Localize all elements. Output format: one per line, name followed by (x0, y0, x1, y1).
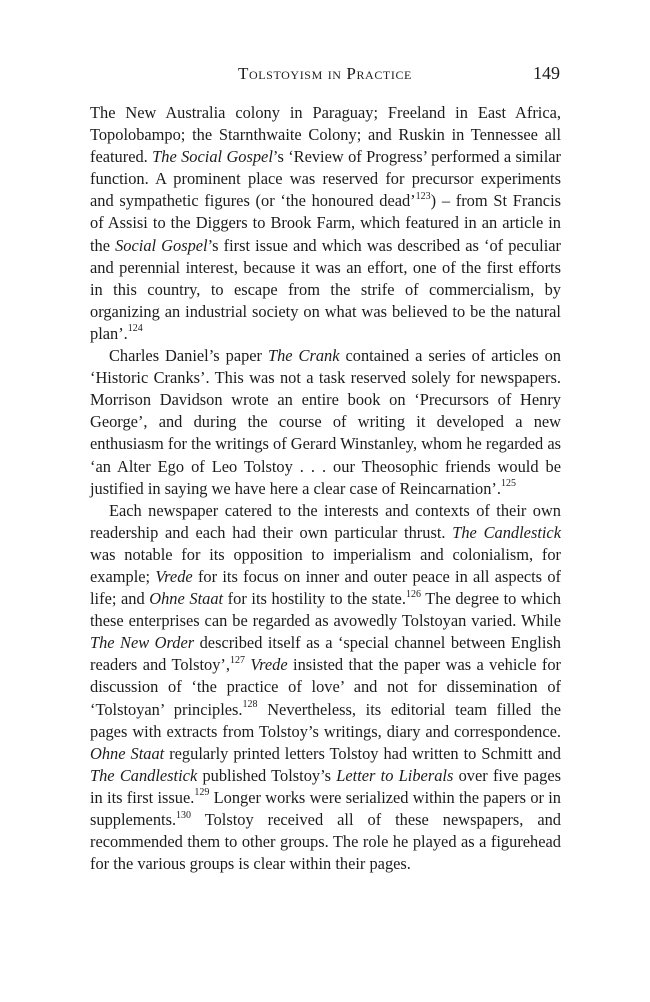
footnote-ref: 127 (229, 654, 245, 666)
paragraph (90, 345, 561, 500)
footnote-ref: 125 (500, 478, 516, 490)
italic-title: The Crank (267, 346, 340, 366)
italic-title: The Candlestick (452, 522, 561, 542)
text-run: ) – from St Francis of Assisi to the Diggers to Brook Farm, which featured in an article in the (90, 191, 562, 255)
italic-title: Vrede (155, 566, 193, 586)
italic-title: The Social Gospel (152, 147, 273, 167)
italic-title: Ohne Staat (90, 743, 165, 763)
text-run: published Tolstoy’s (197, 765, 337, 785)
italic-title: The New Order (90, 633, 195, 653)
text-run: Charles Daniel’s paper (109, 346, 268, 366)
text-run: ’s ‘Review of Progress’ performed a similar function. A prominent place was reserved for precursor experiments and sympathetic figures (or ‘the honoured dead’ (90, 147, 561, 211)
italic-title: Ohne Staat (149, 589, 224, 609)
text-run: Longer works were serialized within the papers or in supplements. (90, 787, 561, 829)
text-run: regularly printed letters Tolstoy had written to Schmitt and (164, 743, 561, 763)
text-run: ’s first issue and which was described as ‘of peculiar and perennial interest, because it was an effort, one of the first efforts in this country, to escape from the strife of commercialism, by organizing an industrial society on what was believed to be the natural plan’. (90, 235, 561, 343)
paragraph (90, 102, 561, 345)
text-run: over five pages in its first issue. (90, 765, 561, 807)
text-run: insisted that the paper was a vehicle for discussion of ‘the practice of love’ and not for dissemination of ‘Tolstoyan’ principles. (90, 655, 561, 719)
text-run: Each newspaper catered to the interests and contexts of their own readership and each had their own particular thrust. (90, 500, 561, 542)
footnote-ref: 129 (194, 787, 210, 799)
footnote-ref: 123 (415, 190, 431, 202)
italic-title: The Candlestick (90, 765, 198, 785)
text-run: for its hostility to the state. (223, 589, 406, 609)
text-run: described itself as a ‘special channel between English readers and Tolstoy’, (90, 633, 561, 675)
italic-title: Vrede (250, 655, 288, 675)
text-run: The New Australia colony in Paraguay; Freeland in East Africa, Topolobampo; the Starnthwaite Colony; and Ruskin in Tennessee all featured. (90, 103, 561, 167)
italic-title: Social Gospel (115, 235, 208, 255)
running-head (90, 64, 560, 90)
footnote-ref: 128 (242, 699, 258, 711)
body-text (90, 102, 561, 875)
text-run: Tolstoy received all of these newspapers, and recommended them to other groups. The role he played as a figurehead for the various groups is clear within their pages. (90, 810, 561, 874)
footnote-ref: 126 (405, 588, 421, 600)
page-number: 149 (533, 63, 560, 83)
running-title: Tolstoyism in Practice (238, 64, 412, 83)
text-run: Nevertheless, its editorial team filled the pages with extracts from Tolstoy’s writings, diary and correspondence. (90, 699, 561, 741)
text-run: contained a series of articles on ‘Historic Cranks’. This was not a task reserved solely for newspapers. Morrison Davidson wrote an entire book on ‘Precursors of Henry George’, and during the course of writing it developed a new enthusiasm for the writings of Gerard Winstanley, whom he regarded as ‘an Alter Ego of Leo Tolstoy . . . our Theosophic friends would be justified in saying we have here a clear case of Reincarnation’. (90, 346, 561, 498)
paragraph (90, 500, 561, 876)
footnote-ref: 124 (127, 323, 143, 335)
italic-title: Letter to Liberals (336, 765, 454, 785)
text-run: was notable for its opposition to imperialism and colonialism, for example; (90, 544, 561, 586)
footnote-ref: 130 (176, 809, 192, 821)
text-run: The degree to which these enterprises can be regarded as avowedly Tolstoyan varied. While (90, 589, 562, 631)
text-run: for its focus on inner and outer peace in all aspects of life; and (90, 566, 561, 609)
